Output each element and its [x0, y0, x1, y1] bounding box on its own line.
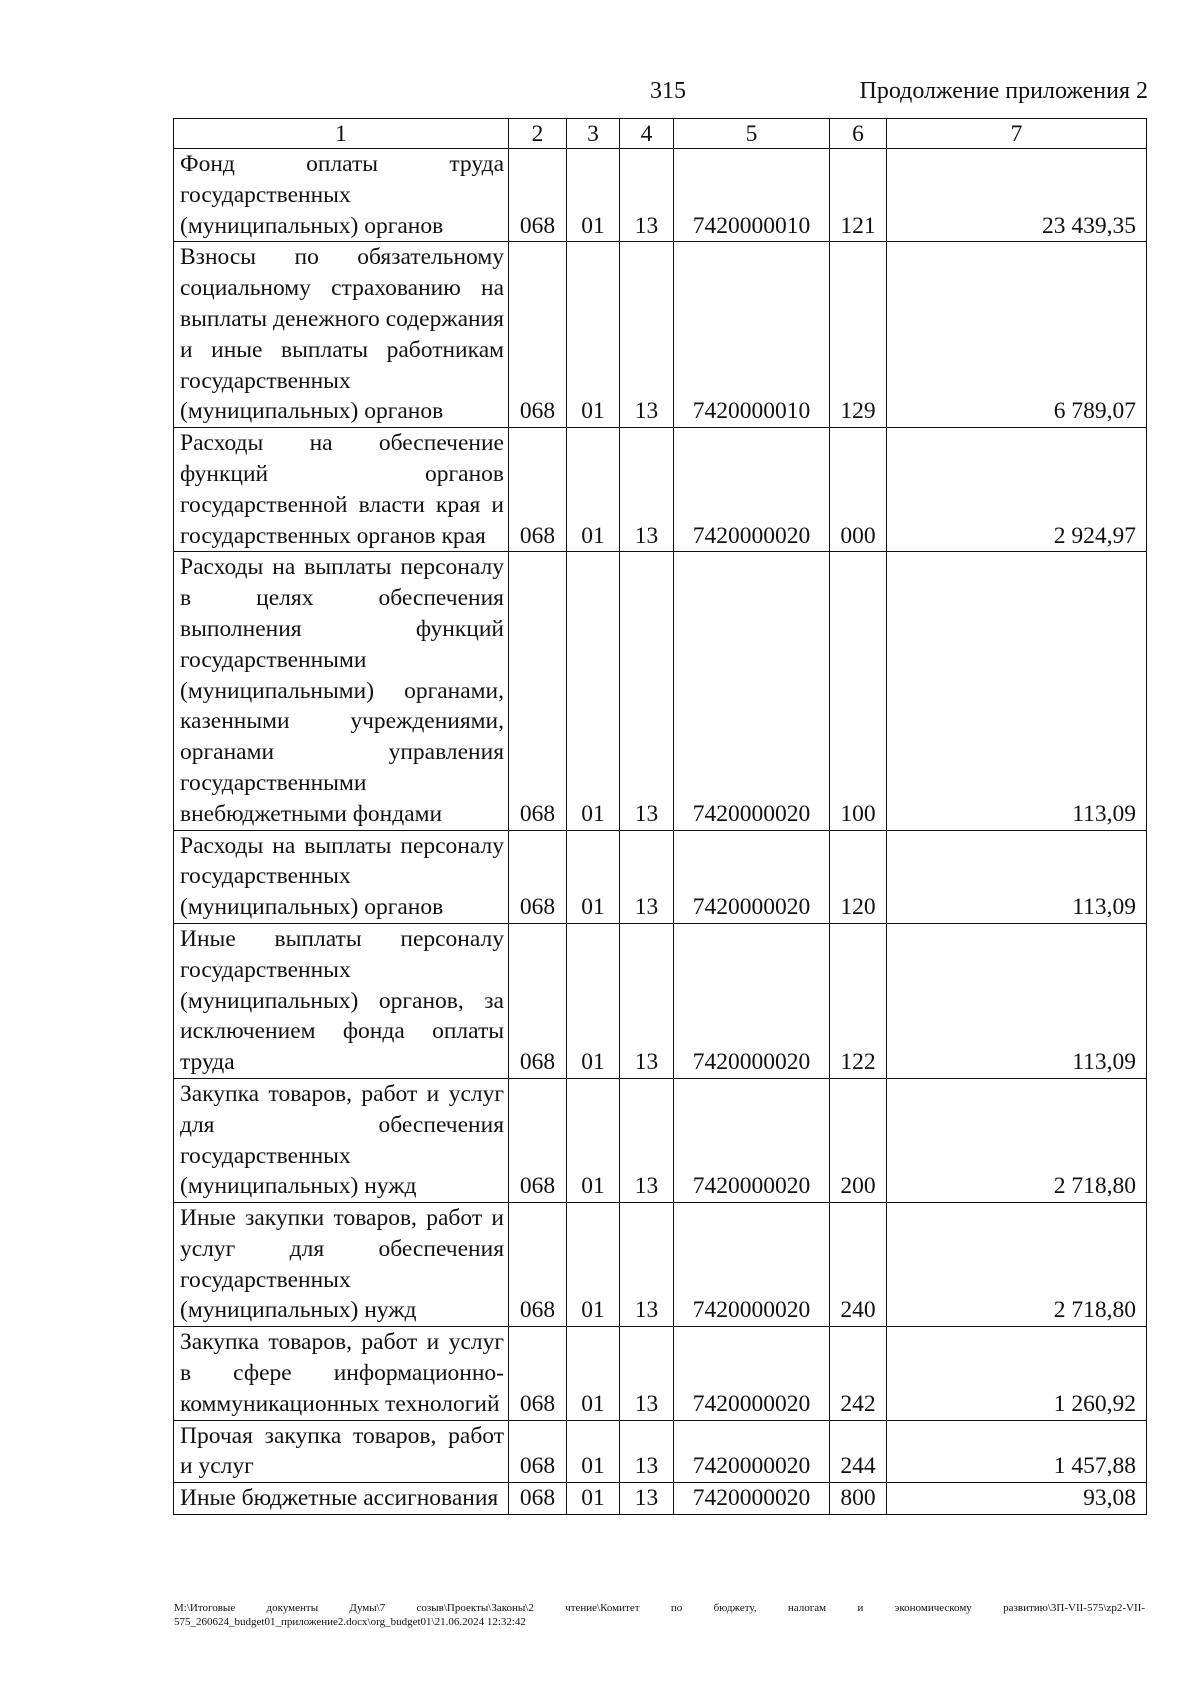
ved-code-cell: 068 — [509, 1327, 567, 1420]
subsection-code-cell: 13 — [620, 428, 674, 552]
column-header: 3 — [567, 119, 620, 149]
amount-cell: 93,08 — [887, 1483, 1147, 1515]
ved-code-cell: 068 — [509, 1203, 567, 1327]
expense-type-cell: 120 — [830, 830, 887, 923]
table-row — [174, 1203, 1147, 1327]
section-code-cell: 01 — [567, 242, 620, 428]
target-article-cell: 7420000010 — [674, 242, 830, 428]
expense-type-cell: 129 — [830, 242, 887, 428]
target-article-cell: 7420000020 — [674, 923, 830, 1078]
column-header: 6 — [830, 119, 887, 149]
table-row — [174, 149, 1147, 242]
table-row — [174, 552, 1147, 830]
table-row — [174, 830, 1147, 923]
target-article-cell: 7420000020 — [674, 552, 830, 830]
expense-type-cell: 122 — [830, 923, 887, 1078]
row-name-cell: Иные выплаты персоналу государственных (муниципальных) органов, за исключением фонда оплаты труда — [174, 923, 509, 1078]
target-article-cell: 7420000020 — [674, 428, 830, 552]
amount-cell: 6 789,07 — [887, 242, 1147, 428]
expense-type-cell: 000 — [830, 428, 887, 552]
column-header: 2 — [509, 119, 567, 149]
subsection-code-cell: 13 — [620, 1327, 674, 1420]
table-row — [174, 1483, 1147, 1515]
expense-type-cell: 121 — [830, 149, 887, 242]
continuation-heading: Продолжение приложения 2 — [859, 78, 1148, 104]
column-number-row — [174, 119, 1147, 149]
amount-cell: 113,09 — [887, 923, 1147, 1078]
row-name-cell: Фонд оплаты труда государственных (муниципальных) органов — [174, 149, 509, 242]
target-article-cell: 7420000020 — [674, 1078, 830, 1202]
row-name-cell: Прочая закупка товаров, работ и услуг — [174, 1420, 509, 1483]
subsection-code-cell: 13 — [620, 552, 674, 830]
amount-cell: 113,09 — [887, 830, 1147, 923]
subsection-code-cell: 13 — [620, 830, 674, 923]
ved-code-cell: 068 — [509, 149, 567, 242]
expense-type-cell: 100 — [830, 552, 887, 830]
subsection-code-cell: 13 — [620, 1420, 674, 1483]
ved-code-cell: 068 — [509, 1483, 567, 1515]
target-article-cell: 7420000020 — [674, 1483, 830, 1515]
table-body — [174, 149, 1147, 1515]
subsection-code-cell: 13 — [620, 1078, 674, 1202]
subsection-code-cell: 13 — [620, 923, 674, 1078]
ved-code-cell: 068 — [509, 923, 567, 1078]
section-code-cell: 01 — [567, 1483, 620, 1515]
amount-cell: 23 439,35 — [887, 149, 1147, 242]
column-header: 7 — [887, 119, 1147, 149]
amount-cell: 2 718,80 — [887, 1203, 1147, 1327]
document-path-footer: M:\Итоговые документы Думы\7 созыв\Проекты\Законы\2 чтение\Комитет по бюджету, налогам и экономическому развитию\3П-VII-575\zp2-VII-575_260624_budget01_приложение2.docx\org_budget01\21.06.2024 12:32:42 — [174, 1602, 1145, 1628]
section-code-cell: 01 — [567, 1078, 620, 1202]
ved-code-cell: 068 — [509, 830, 567, 923]
expense-type-cell: 240 — [830, 1203, 887, 1327]
row-name-cell: Расходы на обеспечение функций органов государственной власти края и государственных органов края — [174, 428, 509, 552]
column-header: 5 — [674, 119, 830, 149]
amount-cell: 2 718,80 — [887, 1078, 1147, 1202]
section-code-cell: 01 — [567, 830, 620, 923]
table-row — [174, 242, 1147, 428]
expense-type-cell: 244 — [830, 1420, 887, 1483]
row-name-cell: Закупка товаров, работ и услуг для обеспечения государственных (муниципальных) нужд — [174, 1078, 509, 1202]
section-code-cell: 01 — [567, 149, 620, 242]
subsection-code-cell: 13 — [620, 149, 674, 242]
target-article-cell: 7420000020 — [674, 1203, 830, 1327]
section-code-cell: 01 — [567, 923, 620, 1078]
row-name-cell: Расходы на выплаты персоналу государственных (муниципальных) органов — [174, 830, 509, 923]
table-row — [174, 923, 1147, 1078]
ved-code-cell: 068 — [509, 428, 567, 552]
table-row — [174, 1078, 1147, 1202]
amount-cell: 113,09 — [887, 552, 1147, 830]
expense-type-cell: 242 — [830, 1327, 887, 1420]
column-header: 1 — [174, 119, 509, 149]
subsection-code-cell: 13 — [620, 1203, 674, 1327]
row-name-cell: Иные бюджетные ассигнования — [174, 1483, 509, 1515]
ved-code-cell: 068 — [509, 1420, 567, 1483]
expense-type-cell: 800 — [830, 1483, 887, 1515]
subsection-code-cell: 13 — [620, 242, 674, 428]
target-article-cell: 7420000020 — [674, 1327, 830, 1420]
page-number: 315 — [650, 78, 686, 104]
column-header: 4 — [620, 119, 674, 149]
target-article-cell: 7420000010 — [674, 149, 830, 242]
amount-cell: 1 260,92 — [887, 1327, 1147, 1420]
section-code-cell: 01 — [567, 428, 620, 552]
ved-code-cell: 068 — [509, 552, 567, 830]
section-code-cell: 01 — [567, 1420, 620, 1483]
subsection-code-cell: 13 — [620, 1483, 674, 1515]
table-row — [174, 1420, 1147, 1483]
row-name-cell: Иные закупки товаров, работ и услуг для обеспечения государственных (муниципальных) нужд — [174, 1203, 509, 1327]
target-article-cell: 7420000020 — [674, 1420, 830, 1483]
ved-code-cell: 068 — [509, 242, 567, 428]
appendix-table-container — [173, 118, 1146, 1515]
row-name-cell: Расходы на выплаты персоналу в целях обеспечения выполнения функций государственными (муниципальными) органами, казенными учреждениями, органами управления государственными внебюджетными фондами — [174, 552, 509, 830]
section-code-cell: 01 — [567, 1203, 620, 1327]
section-code-cell: 01 — [567, 1327, 620, 1420]
expense-type-cell: 200 — [830, 1078, 887, 1202]
section-code-cell: 01 — [567, 552, 620, 830]
table-row — [174, 428, 1147, 552]
amount-cell: 1 457,88 — [887, 1420, 1147, 1483]
appendix-table — [173, 118, 1147, 1515]
row-name-cell: Взносы по обязательному социальному страхованию на выплаты денежного содержания и иные выплаты работникам государственных (муниципальных) органов — [174, 242, 509, 428]
ved-code-cell: 068 — [509, 1078, 567, 1202]
table-row — [174, 1327, 1147, 1420]
amount-cell: 2 924,97 — [887, 428, 1147, 552]
target-article-cell: 7420000020 — [674, 830, 830, 923]
row-name-cell: Закупка товаров, работ и услуг в сфере информационно-коммуникационных технологий — [174, 1327, 509, 1420]
